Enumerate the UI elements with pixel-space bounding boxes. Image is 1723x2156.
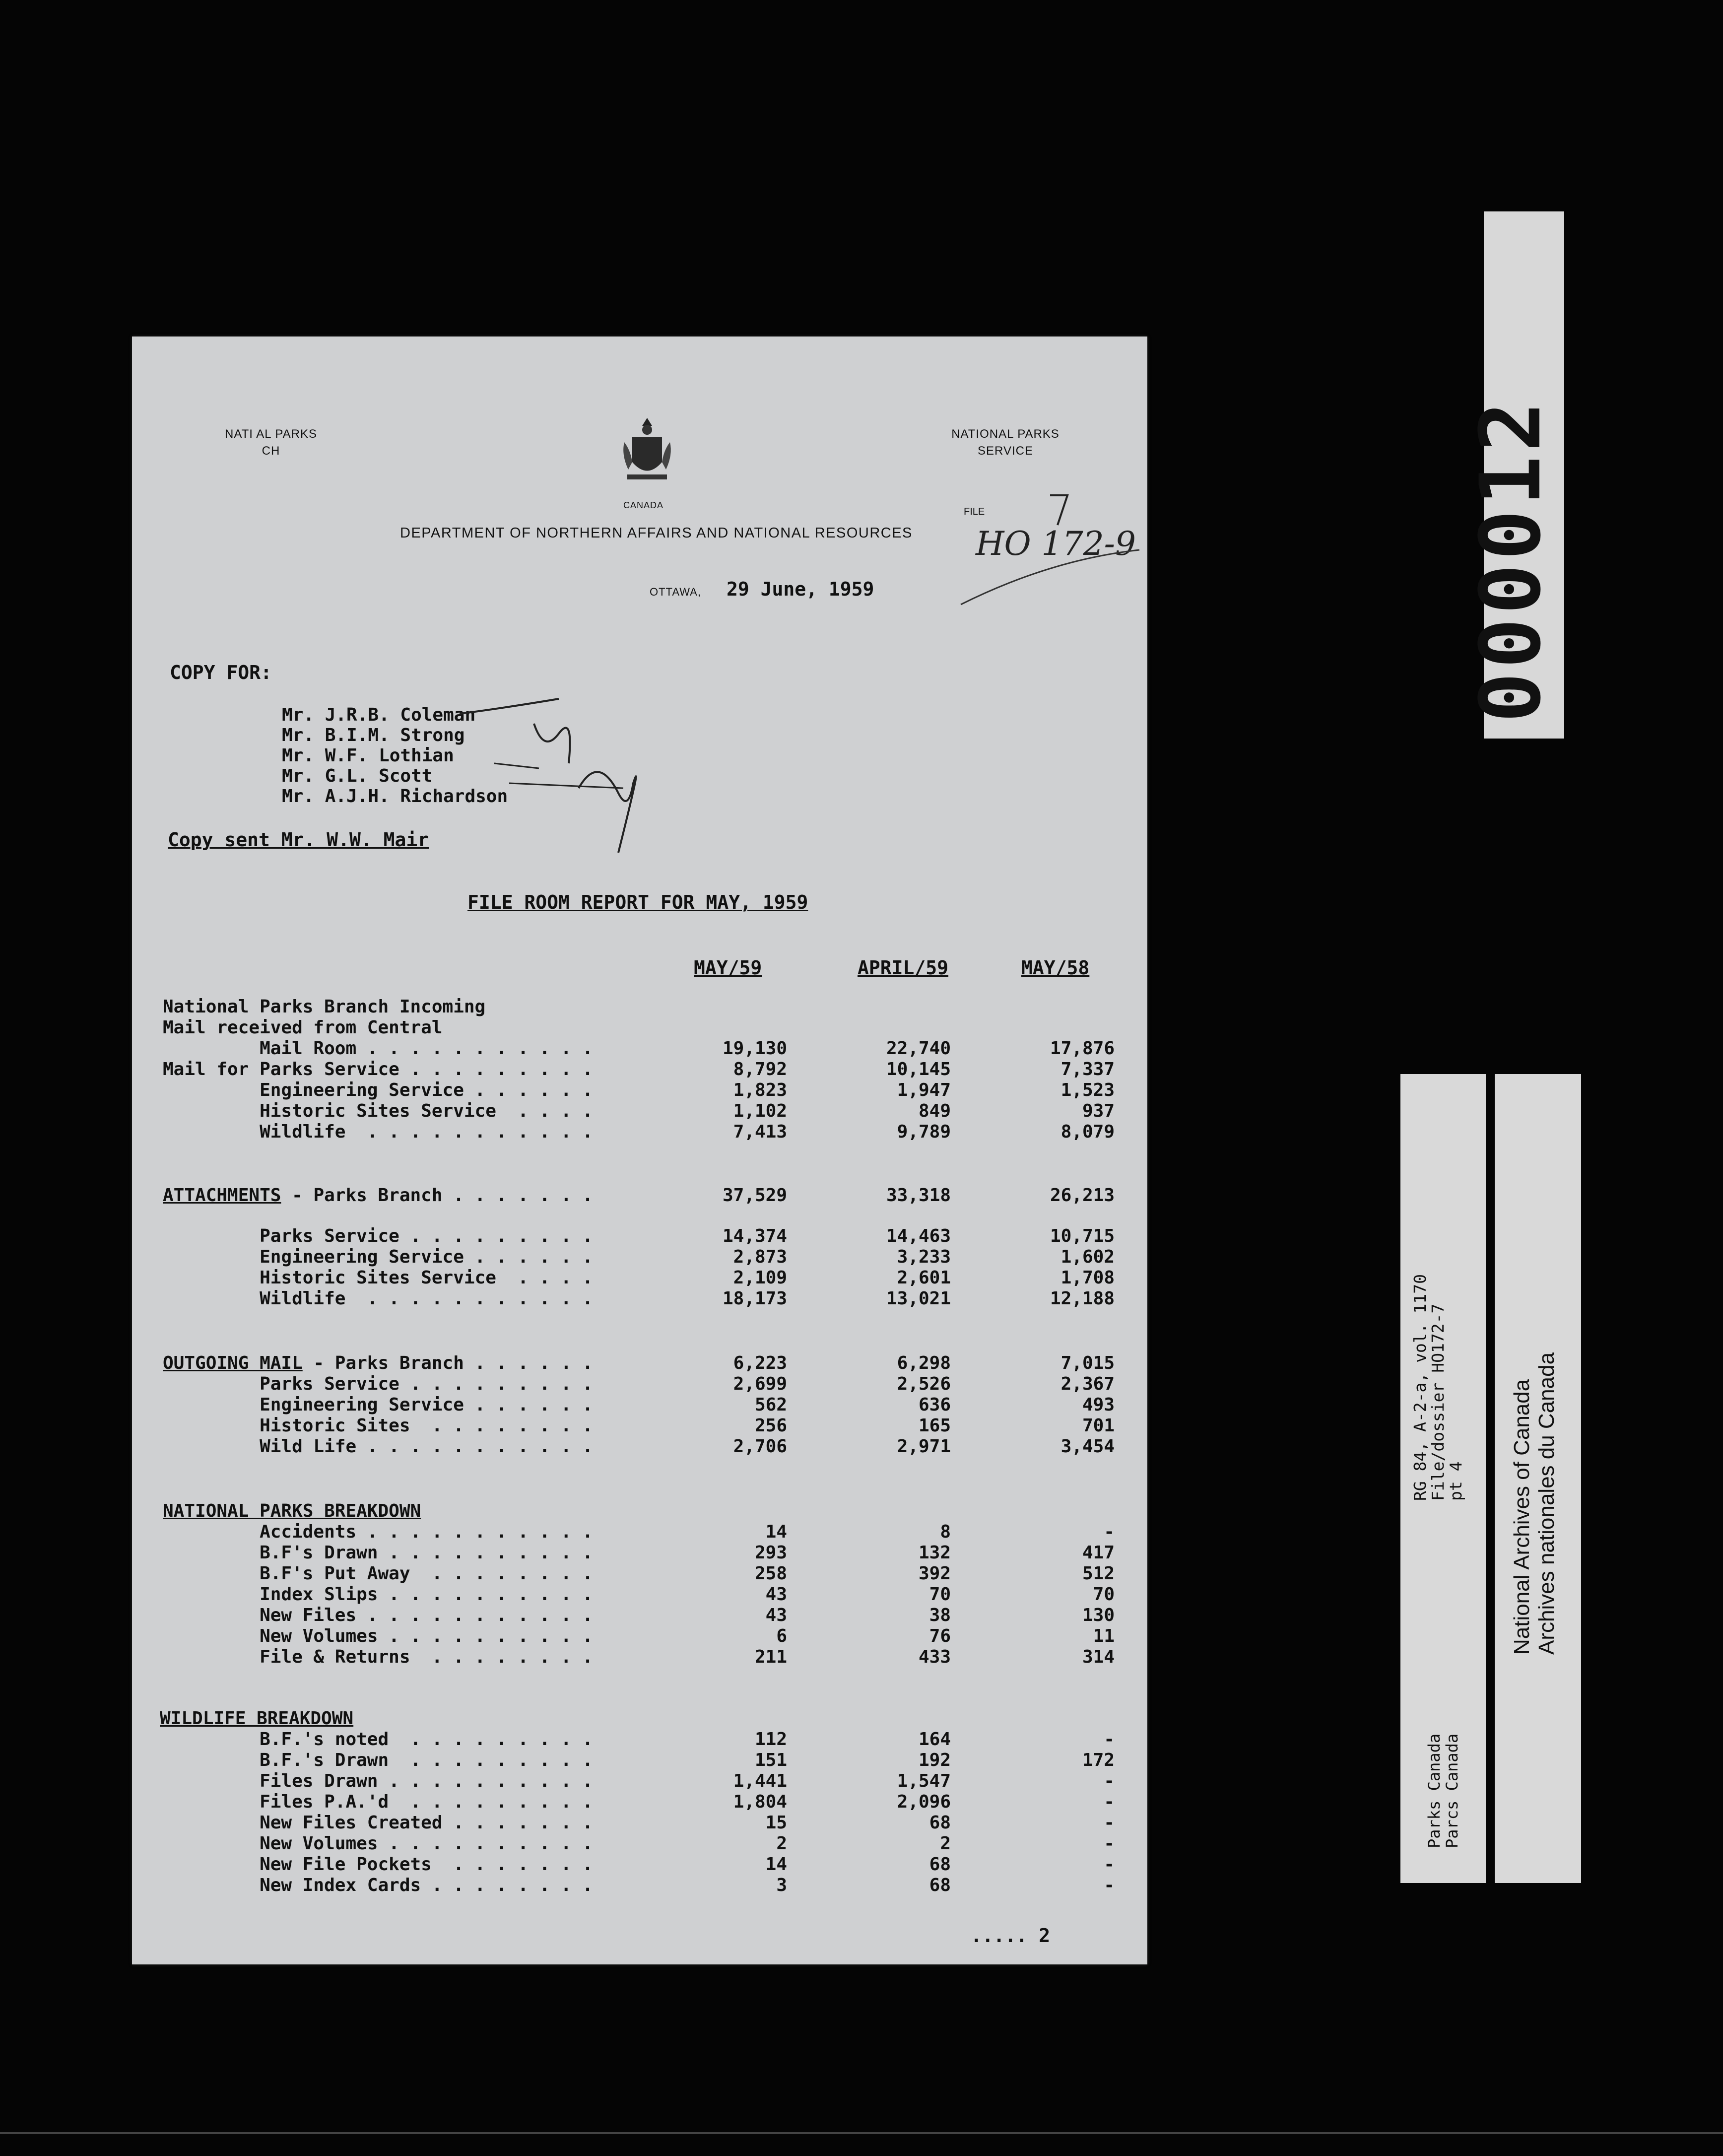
table-row [132, 1813, 1147, 1832]
row-value-may59: 14,374 [722, 1226, 787, 1246]
table-row [132, 1833, 1147, 1853]
row-value-may58: - [1104, 1813, 1115, 1833]
institution-fr: Archives nationales du Canada [1534, 1352, 1559, 1655]
row-label: Engineering Service . . . . . . [163, 1247, 593, 1267]
row-value-may59: 293 [754, 1543, 787, 1563]
row-value-may58: 11 [1093, 1626, 1115, 1646]
row-value-may58: 2,367 [1060, 1374, 1115, 1394]
row-value-april59: 165 [918, 1415, 951, 1436]
table-row [132, 1854, 1147, 1874]
row-value-april59: 10,145 [886, 1059, 951, 1079]
table-row [132, 1226, 1147, 1246]
copy-for-heading: COPY FOR: [170, 662, 272, 683]
table-row [132, 1543, 1147, 1562]
row-value-april59: 70 [929, 1584, 951, 1605]
row-label: New File Pockets . . . . . . . [163, 1854, 593, 1875]
table-row [132, 1415, 1147, 1435]
row-label: New Index Cards . . . . . . . . [163, 1875, 593, 1895]
outgoing-total-may59: 6,223 [733, 1353, 787, 1373]
row-value-may58: 7,337 [1060, 1059, 1115, 1079]
row-value-may59: 43 [765, 1605, 787, 1625]
row-label: B.F.'s Drawn . . . . . . . . . [163, 1750, 593, 1770]
row-value-may58: - [1104, 1792, 1115, 1812]
recipient-lothian: Mr. W.F. Lothian [282, 745, 454, 766]
row-label: Wild Life . . . . . . . . . . . [163, 1436, 593, 1457]
parks-breakdown-heading: NATIONAL PARKS BREAKDOWN [163, 1501, 421, 1521]
report-title: FILE ROOM REPORT FOR MAY, 1959 [467, 891, 808, 913]
letterhead-right-line-2: SERVICE [978, 444, 1033, 458]
attachments-total-april59: 33,318 [886, 1185, 951, 1206]
intro-text-1: National Parks Branch Incoming [163, 997, 486, 1017]
row-label: Historic Sites . . . . . . . . [163, 1415, 593, 1436]
table-row [132, 1122, 1147, 1142]
letterhead-left [221, 426, 321, 460]
row-value-april59: 38 [929, 1605, 951, 1625]
wildlife-breakdown-heading-row [132, 1708, 1147, 1728]
document-page [132, 337, 1147, 1964]
table-row [132, 1626, 1147, 1646]
letterhead-left-line-1: NATI AL PARKS [225, 427, 317, 441]
table-row [132, 1288, 1147, 1308]
table-row [132, 1771, 1147, 1791]
table-row [132, 1395, 1147, 1415]
row-value-may58: 12,188 [1050, 1288, 1115, 1309]
row-value-may59: 19,130 [722, 1038, 787, 1059]
letter-date: 29 June, 1959 [727, 578, 874, 600]
row-label: Mail Room . . . . . . . . . . . [163, 1038, 593, 1059]
recipient-scott: Mr. G.L. Scott [282, 766, 433, 786]
row-value-april59: 2,971 [897, 1436, 951, 1457]
row-value-may59: 15 [765, 1813, 787, 1833]
outgoing-heading: OUTGOING MAIL [163, 1353, 303, 1373]
row-value-may58: - [1104, 1771, 1115, 1791]
row-value-april59: 22,740 [886, 1038, 951, 1059]
archive-reference-line-1: RG 84, A-2-a, vol. 1170 [1410, 1274, 1430, 1501]
copy-sent-line: Copy sent Mr. W.W. Mair [168, 829, 429, 851]
row-value-may59: 3 [776, 1875, 787, 1895]
row-value-may59: 1,102 [733, 1101, 787, 1121]
archive-reference-line-3: pt 4 [1446, 1461, 1465, 1501]
table-row [132, 1792, 1147, 1812]
row-label: Files P.A.'d . . . . . . . . . [163, 1792, 593, 1812]
row-label: New Files . . . . . . . . . . . [163, 1605, 593, 1625]
row-value-april59: 2,096 [897, 1792, 951, 1812]
row-value-may59: 18,173 [722, 1288, 787, 1309]
row-value-may58: 701 [1082, 1415, 1115, 1436]
row-value-april59: 3,233 [897, 1247, 951, 1267]
row-label: Historic Sites Service . . . . [163, 1101, 593, 1121]
row-label: B.F's Drawn . . . . . . . . . . [163, 1543, 593, 1563]
row-value-may59: 258 [754, 1563, 787, 1584]
row-value-may59: 8,792 [733, 1059, 787, 1079]
row-value-may59: 2,873 [733, 1247, 787, 1267]
coat-of-arms-icon [617, 415, 677, 489]
row-label: File & Returns . . . . . . . . [163, 1647, 593, 1667]
row-label: New Files Created . . . . . . . [163, 1813, 593, 1833]
row-value-april59: 2 [940, 1833, 951, 1854]
table-row [132, 1247, 1147, 1267]
row-label: Wildlife . . . . . . . . . . . [163, 1288, 593, 1309]
letterhead-right [946, 426, 1065, 460]
page-continuation: ..... 2 [971, 1925, 1051, 1947]
row-value-april59: 2,601 [897, 1268, 951, 1288]
table-row [132, 1374, 1147, 1394]
row-value-april59: 392 [918, 1563, 951, 1584]
row-value-april59: 132 [918, 1543, 951, 1563]
row-label: Index Slips . . . . . . . . . . [163, 1584, 593, 1605]
recipient-strong: Mr. B.I.M. Strong [282, 725, 465, 745]
parks-breakdown-heading-row [132, 1501, 1147, 1521]
row-label: New Volumes . . . . . . . . . . [163, 1833, 593, 1854]
wildlife-breakdown-heading: WILDLIFE BREAKDOWN [160, 1708, 354, 1729]
attachments-label [163, 1185, 593, 1206]
row-label: New Volumes . . . . . . . . . . [163, 1626, 593, 1646]
row-value-may59: 2,706 [733, 1436, 787, 1457]
attachments-heading: ATTACHMENTS [163, 1185, 281, 1206]
row-label: Accidents . . . . . . . . . . . [163, 1522, 593, 1542]
row-value-may58: - [1104, 1854, 1115, 1875]
row-value-may58: 512 [1082, 1563, 1115, 1584]
recipient-richardson: Mr. A.J.H. Richardson [282, 786, 508, 807]
intro-line-2 [132, 1017, 1147, 1037]
row-value-may59: 1,804 [733, 1792, 787, 1812]
row-value-april59: 13,021 [886, 1288, 951, 1309]
row-value-april59: 68 [929, 1875, 951, 1895]
table-row [132, 1750, 1147, 1770]
row-value-may58: - [1104, 1729, 1115, 1750]
row-value-may59: 2,109 [733, 1268, 787, 1288]
svg-text:000012: 000012 [1462, 398, 1559, 723]
row-value-may58: 10,715 [1050, 1226, 1115, 1246]
row-value-may58: - [1104, 1522, 1115, 1542]
creator-block [1425, 1734, 1461, 1848]
row-value-may59: 112 [754, 1729, 787, 1750]
row-value-april59: 8 [940, 1522, 951, 1542]
row-value-may58: 17,876 [1050, 1038, 1115, 1059]
row-value-may58: 417 [1082, 1543, 1115, 1563]
letterhead-right-line-1: NATIONAL PARKS [951, 427, 1060, 441]
row-value-may59: 151 [754, 1750, 787, 1770]
row-value-may59: 1,823 [733, 1080, 787, 1100]
letterhead-left-line-2: CH [262, 444, 280, 458]
archive-reference-label [1400, 1074, 1486, 1883]
row-value-april59: 1,947 [897, 1080, 951, 1100]
attachments-total-may58: 26,213 [1050, 1185, 1115, 1206]
table-row [132, 1647, 1147, 1667]
column-header-april59: APRIL/59 [858, 957, 949, 979]
row-value-may59: 7,413 [733, 1122, 787, 1142]
table-row [132, 1563, 1147, 1583]
attachments-heading-rest: - Parks Branch . . . . . . . [281, 1185, 593, 1206]
intro-line-1 [132, 997, 1147, 1016]
row-value-may59: 562 [754, 1395, 787, 1415]
archive-reference-block [1411, 1274, 1465, 1501]
outgoing-label [163, 1353, 593, 1373]
row-value-may58: - [1104, 1833, 1115, 1854]
outgoing-total-april59: 6,298 [897, 1353, 951, 1373]
table-row [132, 1080, 1147, 1100]
canada-label: CANADA [623, 500, 664, 510]
outgoing-total-row [132, 1353, 1147, 1373]
attachments-total-may59: 37,529 [722, 1185, 787, 1206]
row-value-may58: 3,454 [1060, 1436, 1115, 1457]
row-value-april59: 1,547 [897, 1771, 951, 1791]
table-row [132, 1605, 1147, 1625]
row-label: Files Drawn . . . . . . . . . . [163, 1771, 593, 1791]
table-row [132, 1059, 1147, 1079]
outgoing-total-may58: 7,015 [1060, 1353, 1115, 1373]
row-value-april59: 433 [918, 1647, 951, 1667]
table-row [132, 1584, 1147, 1604]
row-value-may58: 70 [1093, 1584, 1115, 1605]
handwritten-initials [410, 694, 668, 858]
file-label: FILE [964, 506, 985, 517]
department-name: DEPARTMENT OF NORTHERN AFFAIRS AND NATIONAL RESOURCES [400, 525, 913, 541]
table-row [132, 1522, 1147, 1542]
row-value-may58: 1,708 [1060, 1268, 1115, 1288]
table-row [132, 1038, 1147, 1058]
institution-en: National Archives of Canada [1510, 1379, 1534, 1655]
row-label: Parks Service . . . . . . . . . [163, 1226, 593, 1246]
row-label: B.F.'s noted . . . . . . . . . [163, 1729, 593, 1750]
row-label: Wildlife . . . . . . . . . . . [163, 1122, 593, 1142]
row-value-may58: 1,602 [1060, 1247, 1115, 1267]
row-value-may59: 14 [765, 1854, 787, 1875]
row-value-may58: 8,079 [1060, 1122, 1115, 1142]
column-header-may58: MAY/58 [1021, 957, 1090, 979]
handwritten-file-number [901, 485, 1149, 634]
row-value-may59: 1,441 [733, 1771, 787, 1791]
attachments-total-row [132, 1185, 1147, 1205]
row-value-may58: 1,523 [1060, 1080, 1115, 1100]
table-row [132, 1268, 1147, 1287]
row-value-april59: 76 [929, 1626, 951, 1646]
row-value-may59: 43 [765, 1584, 787, 1605]
ottawa-label: OTTAWA, [650, 586, 701, 598]
table-row [132, 1101, 1147, 1121]
frame-number [1462, 211, 1564, 739]
row-label: B.F's Put Away . . . . . . . . [163, 1563, 593, 1584]
row-value-may59: 6 [776, 1626, 787, 1646]
svg-text:HO 172-9: HO 172-9 [976, 525, 1136, 563]
row-value-may59: 2,699 [733, 1374, 787, 1394]
row-label: Engineering Service . . . . . . [163, 1395, 593, 1415]
row-label: Engineering Service . . . . . . [163, 1080, 593, 1100]
archive-institution-label [1492, 1074, 1581, 1883]
row-value-april59: 849 [918, 1101, 951, 1121]
row-value-april59: 636 [918, 1395, 951, 1415]
row-value-may59: 211 [754, 1647, 787, 1667]
archive-reference-line-2: File/dossier HO172-7 [1428, 1303, 1448, 1501]
row-value-may59: 14 [765, 1522, 787, 1542]
row-label: Mail for Parks Service . . . . . . . . . [163, 1059, 593, 1079]
row-value-april59: 164 [918, 1729, 951, 1750]
row-value-april59: 68 [929, 1813, 951, 1833]
row-value-may58: 937 [1082, 1101, 1115, 1121]
creator-en: Parks Canada [1425, 1733, 1444, 1848]
row-label: Parks Service . . . . . . . . . [163, 1374, 593, 1394]
institution-block [1510, 1352, 1559, 1655]
row-value-may59: 256 [754, 1415, 787, 1436]
table-row [132, 1875, 1147, 1895]
row-label: Historic Sites Service . . . . [163, 1268, 593, 1288]
column-header-may59: MAY/59 [694, 957, 762, 979]
row-value-may58: 493 [1082, 1395, 1115, 1415]
frame-number-strip [1462, 211, 1564, 739]
row-value-may59: 2 [776, 1833, 787, 1854]
row-value-april59: 9,789 [897, 1122, 951, 1142]
row-value-may58: 172 [1082, 1750, 1115, 1770]
table-row [132, 1729, 1147, 1749]
film-edge-line [0, 2132, 1723, 2134]
row-value-april59: 68 [929, 1854, 951, 1875]
outgoing-heading-rest: - Parks Branch . . . . . . [302, 1353, 593, 1373]
row-value-may58: 314 [1082, 1647, 1115, 1667]
row-value-april59: 2,526 [897, 1374, 951, 1394]
intro-text-2: Mail received from Central [163, 1017, 443, 1038]
table-row [132, 1436, 1147, 1456]
row-value-april59: 14,463 [886, 1226, 951, 1246]
creator-fr: Parcs Canada [1443, 1733, 1461, 1848]
recipient-coleman: Mr. J.R.B. Coleman [282, 705, 476, 725]
row-value-may58: 130 [1082, 1605, 1115, 1625]
row-value-may58: - [1104, 1875, 1115, 1895]
row-value-april59: 192 [918, 1750, 951, 1770]
